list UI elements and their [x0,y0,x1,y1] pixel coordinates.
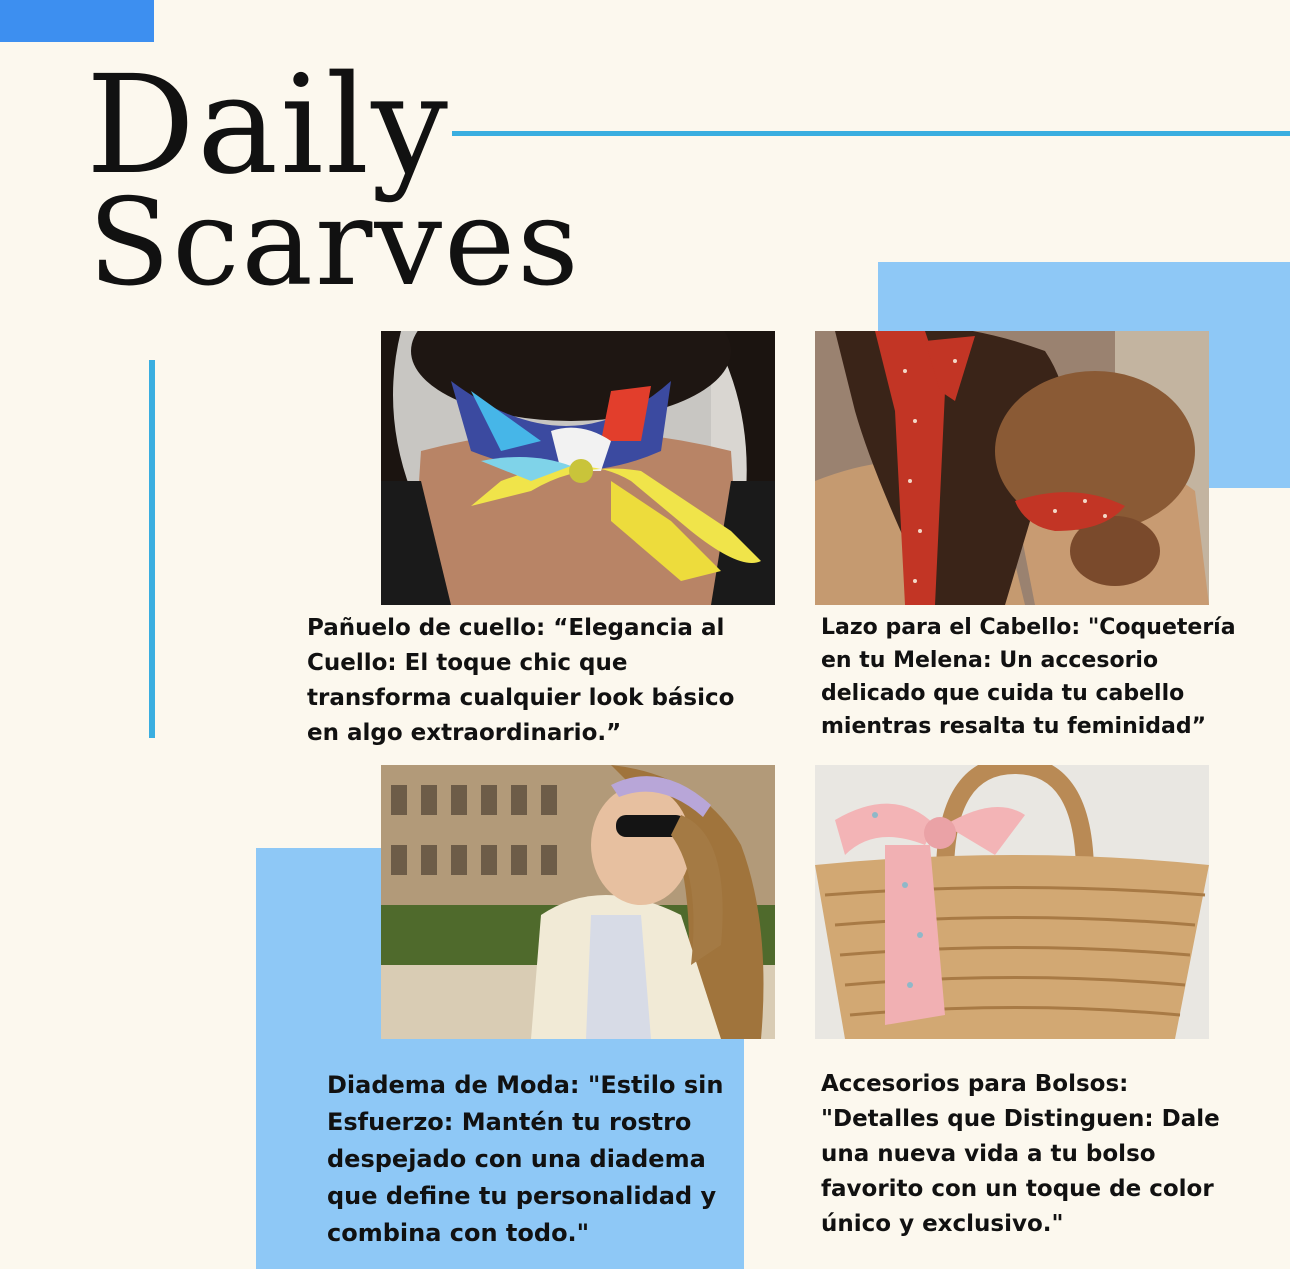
horizontal-accent-line [452,131,1290,136]
page-title-line2: Scarves [88,174,581,313]
card-caption-headband: Diadema de Moda: "Estilo sin Esfuerzo: Mantén tu rostro despejado con una diadema que define tu personalidad y combina con todo." [327,1071,724,1247]
hair-bow-photo [815,331,1209,605]
neck-scarf-photo [381,331,775,605]
page-title-line1: Daily [86,47,450,205]
corner-accent-block [0,0,154,42]
vertical-accent-line [149,360,155,738]
card-caption-neck-scarf: Pañuelo de cuello: “Elegancia al Cuello: El toque chic que transforma cualquier look básico en algo extraordinario.” [307,615,735,746]
bag-accessory-photo [815,765,1209,1039]
card-caption-hair-bow: Lazo para el Cabello: "Coquetería en tu Melena: Un accesorio delicado que cuida tu cabello mientras resalta tu feminidad” [821,615,1236,739]
card-caption-bag-accessory: Accesorios para Bolsos: "Detalles que Distinguen: Dale una nueva vida a tu bolso favorito con un toque de color único y exclusivo." [821,1071,1220,1237]
headband-photo [381,765,775,1039]
